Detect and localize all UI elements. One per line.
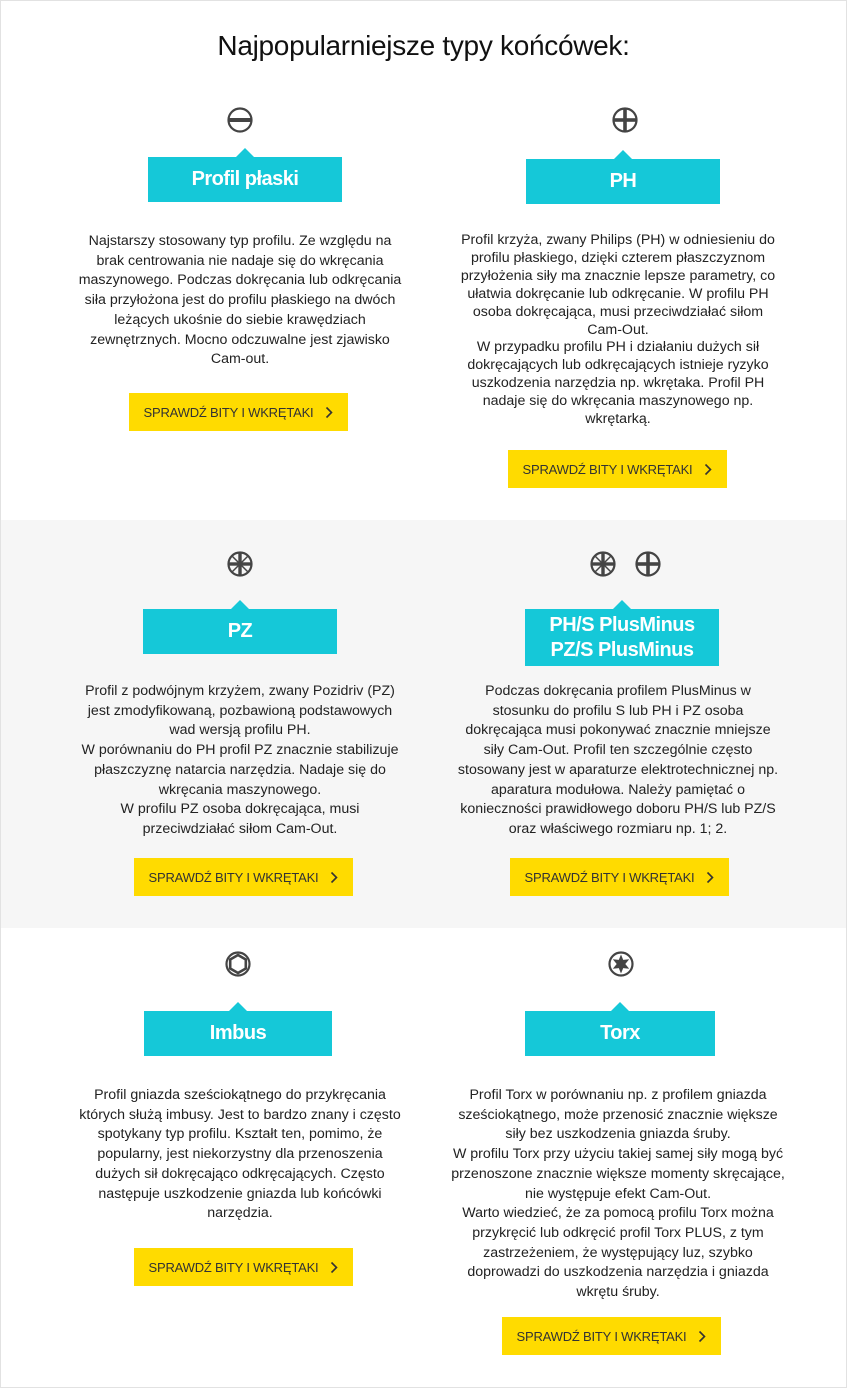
description-torx: Profil Torx w porównaniu np. z profilem gniazda sześciokątnego, może przenosić znacznie większe siły bez uszkodzenia gniazda śruby. W profilu Torx przy użyciu takiej samej siły mogą być przenoszone znacznie większe momenty skręcające, nie występuje efekt Cam-Out. Warto wiedzieć, że za pomocą profilu Torx można przykręcić lub odkręcić profil Torx PLUS, z tym zastrzeżeniem, że występujący luz, szybko doprowadzi do uszkodzenia narzędzia i gniazda wkrętu śruby. (451, 1087, 785, 1301)
chevron-right-icon (325, 406, 333, 419)
description-slotted: Najstarszy stosowany typ profilu. Ze względu na brak centrowania nie nadaje się do wkręcania maszynowego. Podczas dokręcania lub odkręcania siła przyłożona jest do profilu płaskiego na dwóch leżących ukośnie do siebie krawędziach zewnętrznych. Mocno odczuwalne jest zjawisko Cam-out. (78, 233, 402, 368)
pozidriv-plusminus-icon (589, 550, 617, 578)
description-plusminus: Podczas dokręcania profilem PlusMinus w stosunku do profilu S lub PH i PZ osoba dokręcająca musi pokonywać znacznie mniejsze siły Cam-Out. Profil ten szczególnie często stosowany jest w aparaturze elektrotechnicznej np. aparatura modułowa. Należy pamiętać o konieczności prawidłowego doboru PH/S lub PZ/S oraz właściwego rozmiaru np. 1; 2. (457, 683, 779, 837)
check-bits-button-plusminus[interactable]: SPRAWDŹ BITY I WKRĘTAKI (510, 858, 729, 896)
description-ph: Profil krzyża, zwany Philips (PH) w odniesieniu do profilu płaskiego, dzięki czterem płaszczyznom przyłożenia siły ma znacznie lepsze parametry, co ułatwia dokręcanie lub odkręcanie. W profilu PH osoba dokręcająca, musi przeciwdziałać siłom Cam-Out. W przypadku profilu PH i działaniu dużych sił dokręcających lub odkręcających istnieje ryzyko uszkodzenia narzędzia np. wkrętaka. Profil PH nadaje się do wkręcania maszynowego np. wkrętarką. (460, 232, 776, 428)
check-bits-button-ph[interactable]: SPRAWDŹ BITY I WKRĘTAKI (508, 450, 727, 488)
check-bits-button-slotted[interactable]: SPRAWDŹ BITY I WKRĘTAKI (129, 393, 348, 431)
description-imbus: Profil gniazda sześciokątnego do przykręcania których służą imbusy. Jest to bardzo znany i często spotykany typ profilu. Kształt ten, pomimo, że popularny, jest niekorzystny dla przenoszenia dużych sił dokręcająco odkręcających. Często następuje uszkodzenie gniazda lub końcówki narzędzia. (79, 1087, 401, 1222)
chevron-right-icon (330, 871, 338, 884)
phillips-plusminus-icon (634, 550, 662, 578)
pozidriv-icon (226, 550, 254, 578)
chevron-right-icon (706, 871, 714, 884)
page-title: Najpopularniejsze typy końcówek: (217, 30, 630, 61)
description-pz: Profil z podwójnym krzyżem, zwany Pozidriv (PZ) jest zmodyfikowaną, pozbawioną podstawowych wad wersją profilu PH. W porównaniu do PH profil PZ znacznie stabilizuje płaszczyznę natarcia narzędzia. Nadaje się do wkręcania maszynowego. W profilu PZ osoba dokręcająca, musi przeciwdziałać siłom Cam-Out. (81, 683, 399, 837)
label-torx: Torx (525, 1011, 715, 1056)
phillips-icon (611, 106, 639, 134)
check-bits-button-pz[interactable]: SPRAWDŹ BITY I WKRĘTAKI (134, 858, 353, 896)
check-bits-button-imbus[interactable]: SPRAWDŹ BITY I WKRĘTAKI (134, 1248, 353, 1286)
torx-icon (607, 950, 635, 978)
chevron-right-icon (704, 463, 712, 476)
chevron-right-icon (330, 1261, 338, 1274)
chevron-right-icon (698, 1330, 706, 1343)
label-slotted: Profil płaski (148, 157, 342, 202)
label-pz: PZ (143, 609, 337, 654)
hex-socket-icon (224, 950, 252, 978)
label-ph: PH (526, 159, 720, 204)
label-plusminus: PH/S PlusMinus PZ/S PlusMinus (525, 609, 719, 666)
label-imbus: Imbus (144, 1011, 332, 1056)
slotted-icon (226, 106, 254, 134)
check-bits-button-torx[interactable]: SPRAWDŹ BITY I WKRĘTAKI (502, 1317, 721, 1355)
